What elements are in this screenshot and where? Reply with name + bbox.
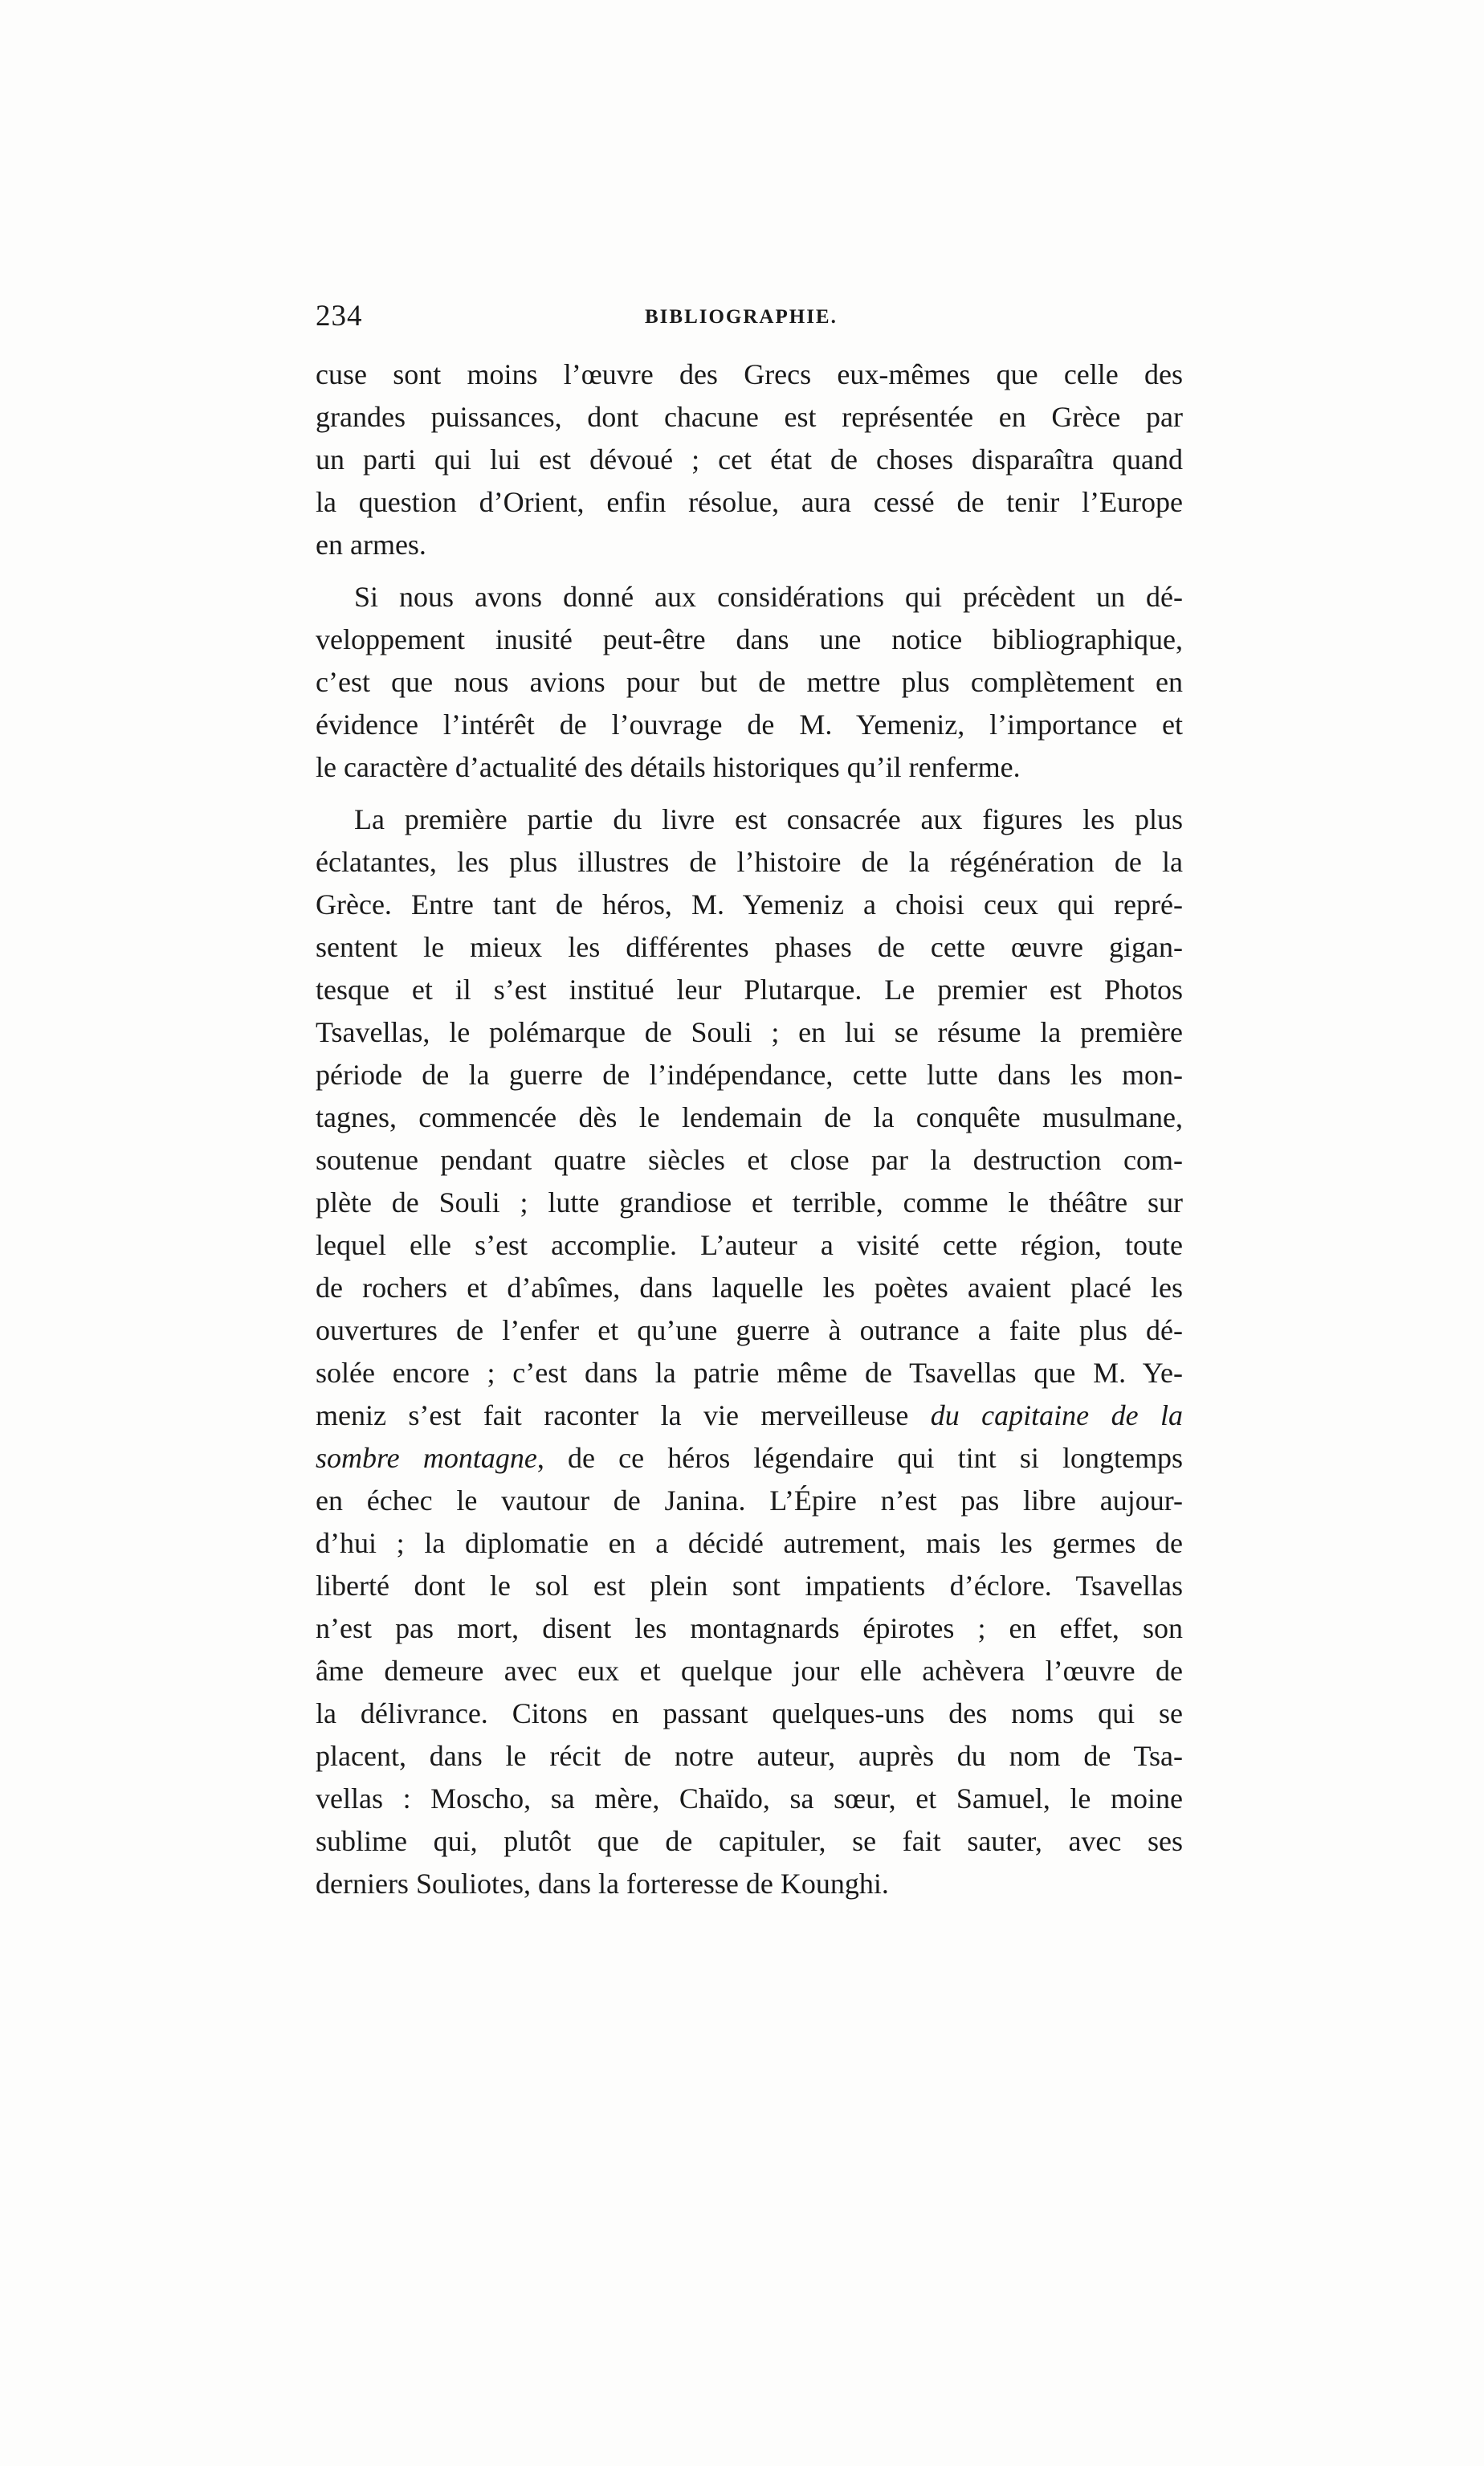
text-line: Tsavellas, le polémarque de Souli ; en lui se résume la première	[316, 1016, 1183, 1048]
text-line: tagnes, commencée dès le lendemain de la conquête musulmane,	[316, 1101, 1183, 1133]
text-line: soutenue pendant quatre siècles et close par la destruction com-	[316, 1144, 1183, 1176]
text-line: d’hui ; la diplomatie en a décidé autrement, mais les germes de	[316, 1527, 1183, 1559]
text-line: c’est que nous avions pour but de mettre plus complètement en	[316, 666, 1183, 698]
text-line: en échec le vautour de Janina. L’Épire n’est pas libre aujour-	[316, 1484, 1183, 1517]
text-line: Si nous avons donné aux considérations qui précèdent un dé-	[354, 581, 1183, 613]
text-line: un parti qui lui est dévoué ; cet état de choses disparaîtra quand	[316, 443, 1183, 476]
text-line: éclatantes, les plus illustres de l’histoire de la régénération de la	[316, 846, 1183, 878]
text-line: cuse sont moins l’œuvre des Grecs eux-mêmes que celle des	[316, 358, 1183, 390]
text-line: Grèce. Entre tant de héros, M. Yemeniz a choisi ceux qui repré-	[316, 888, 1183, 921]
text-line-italic-mix: sombre montagne, de ce héros légendaire qui tint si longtemps	[316, 1442, 1183, 1474]
text-line: âme demeure avec eux et quelque jour elle achèvera l’œuvre de	[316, 1655, 1183, 1687]
text-line: vellas : Moscho, sa mère, Chaïdo, sa sœur, et Samuel, le moine	[316, 1782, 1183, 1815]
text-line-italic-mix: meniz s’est fait raconter la vie merveilleuse du capitaine de la	[316, 1399, 1183, 1431]
text-line: la délivrance. Citons en passant quelques-uns des noms qui se	[316, 1697, 1183, 1729]
text-line: le caractère d’actualité des détails historiques qu’il renferme.	[316, 751, 1021, 783]
paragraph-2	[316, 576, 1183, 789]
text-line: solée encore ; c’est dans la patrie même de Tsavellas que M. Ye-	[316, 1357, 1183, 1389]
page-number: 234	[316, 300, 363, 333]
body-text	[316, 353, 1183, 1905]
text-line: n’est pas mort, disent les montagnards épirotes ; en effet, son	[316, 1612, 1183, 1644]
text-line: la question d’Orient, enfin résolue, aura cessé de tenir l’Europe	[316, 486, 1183, 518]
paragraph-1	[316, 353, 1183, 566]
running-head: BIBLIOGRAPHIE.	[645, 306, 838, 328]
text-line: en armes.	[316, 529, 426, 561]
text-line: de rochers et d’abîmes, dans laquelle les poètes avaient placé les	[316, 1272, 1183, 1304]
paragraph-3	[316, 798, 1183, 1905]
text-line: derniers Souliotes, dans la forteresse de Kounghi.	[316, 1868, 889, 1900]
text-line: La première partie du livre est consacrée aux figures les plus	[354, 803, 1183, 835]
text-line: sentent le mieux les différentes phases de cette œuvre gigan-	[316, 931, 1183, 963]
text-line: évidence l’intérêt de l’ouvrage de M. Yemeniz, l’importance et	[316, 708, 1183, 741]
text-line: tesque et il s’est institué leur Plutarque. Le premier est Photos	[316, 974, 1183, 1006]
text-line: liberté dont le sol est plein sont impatients d’éclore. Tsavellas	[316, 1570, 1183, 1602]
text-line: grandes puissances, dont chacune est représentée en Grèce par	[316, 401, 1183, 433]
text-line: période de la guerre de l’indépendance, cette lutte dans les mon-	[316, 1059, 1183, 1091]
text-line: veloppement inusité peut-être dans une notice bibliographique,	[316, 623, 1183, 655]
page-header	[316, 299, 1183, 339]
text-line: plète de Souli ; lutte grandiose et terrible, comme le théâtre sur	[316, 1186, 1183, 1219]
text-line: lequel elle s’est accomplie. L’auteur a visité cette région, toute	[316, 1229, 1183, 1261]
text-line: ouvertures de l’enfer et qu’une guerre à outrance a faite plus dé-	[316, 1314, 1183, 1346]
text-line: sublime qui, plutôt que de capituler, se fait sauter, avec ses	[316, 1825, 1183, 1857]
text-line: placent, dans le récit de notre auteur, auprès du nom de Tsa-	[316, 1740, 1183, 1772]
